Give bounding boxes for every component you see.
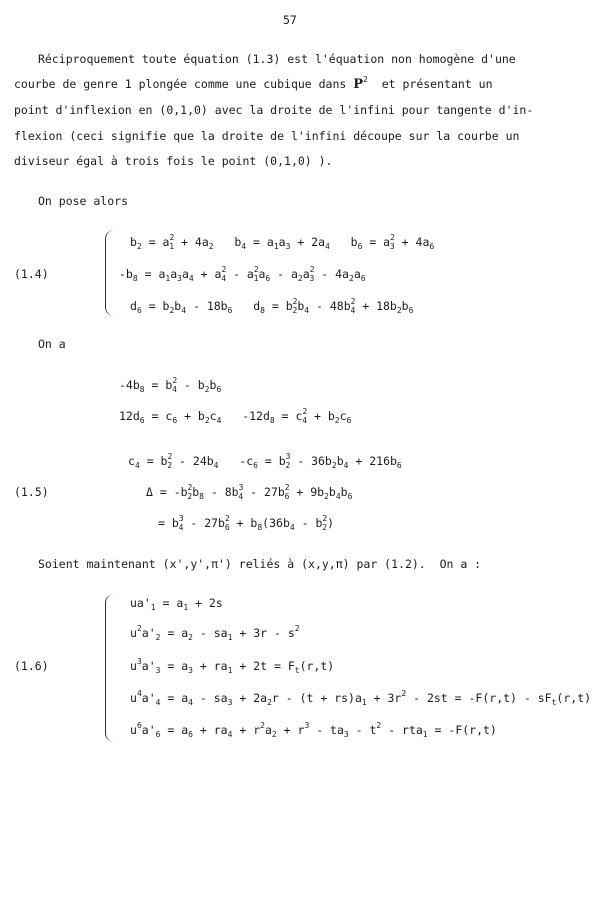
equation-b8: $-4b_8 = b^2_4 - b_2b_6$ (119, 376, 222, 394)
soient-maintenant: Soient maintenant (x',y',π') reliés à (x,y,π) par (1.2). On a : (38, 557, 482, 571)
equation-line-1-4-3: $d_6 = b_2b_4 - 18b_6$ $d_8 = b^2_2b_4 - 48b^2_4 + 18b_2b_6$ (130, 297, 414, 315)
equation-label-1-6: (1.6) (14, 659, 49, 673)
on-a: On a (38, 337, 66, 351)
brace-1-6 (105, 594, 114, 742)
equation-line-1-6-4: $u^4a'_4 = a_4 - sa_3 + 2a_2r - (t + rs)a_1 + 3r^2 - 2st = -F(r,t) - sF_t(r,t)$ (130, 689, 592, 707)
page-number: 57 (283, 13, 297, 27)
paragraph-line: diviseur égal à trois fois le point (0,1,0) ). (14, 154, 333, 168)
equation-label-1-5: (1.5) (14, 485, 49, 499)
equation-d6-d8: $12d_6 = c_6 + b_2c_4$ $-12d_8 = c^2_4 + b_2c_6$ (119, 407, 352, 425)
paragraph-line: point d'inflexion en (0,1,0) avec la droite de l'infini pour tangente d'in- (14, 103, 534, 117)
projective-plane-symbol: P (353, 77, 364, 92)
equation-line-1-5-2: $\Delta = -b^2_2b_8 - 8b^3_4 - 27b^2_6 + 9b_2b_4b_6$ (146, 483, 353, 501)
paragraph-line: Réciproquement toute équation (1.3) est l'équation non homogène d'une (38, 52, 516, 66)
paragraph-line: flexion (ceci signifie que la droite de l'infini découpe sur la courbe un (14, 129, 520, 143)
equation-line-1-6-2: $u^2a'_2 = a_2 - sa_1 + 3r - s^2$ (130, 624, 300, 642)
brace-1-4 (105, 230, 114, 316)
equation-line-1-6-5: $u^6a'_6 = a_6 + ra_4 + r^2a_2 + r^3 - ta_3 - t^2 - rta_1 = -F(r,t)$ (130, 721, 497, 739)
equation-line-1-5-1: $c_4 = b^2_2 - 24b_4$ $-c_6 = b^3_2 - 36b_2b_4 + 216b_6$ (128, 452, 402, 470)
equation-label-1-4: (1.4) (14, 267, 49, 281)
equation-line-1-6-1: $ua'_1 = a_1 + 2s$ (130, 596, 223, 612)
paragraph-line: courbe de genre 1 plongée comme une cubique dans $P^2$ et présentant un (14, 75, 493, 92)
equation-line-1-4-2: $-b_8 = a_1a_3a_4 + a^2_4 - a^2_1a_6 - a_2a^2_3 - 4a_2a_6$ (119, 265, 366, 283)
equation-line-1-5-3: = $b^3_4 - 27b^2_6 + b_8(36b_4 - b^2_2)$ (158, 514, 334, 532)
equation-line-1-4-1: $b_2 = a^2_1 + 4a_2$ $b_4 = a_1a_3 + 2a_4$ $b_6 = a^2_3 + 4a_6$ (130, 233, 435, 251)
equation-line-1-6-3: $u^3a'_3 = a_3 + ra_1 + 2t = F_t(r,t)$ (130, 657, 335, 675)
on-pose-alors: On pose alors (38, 194, 129, 208)
